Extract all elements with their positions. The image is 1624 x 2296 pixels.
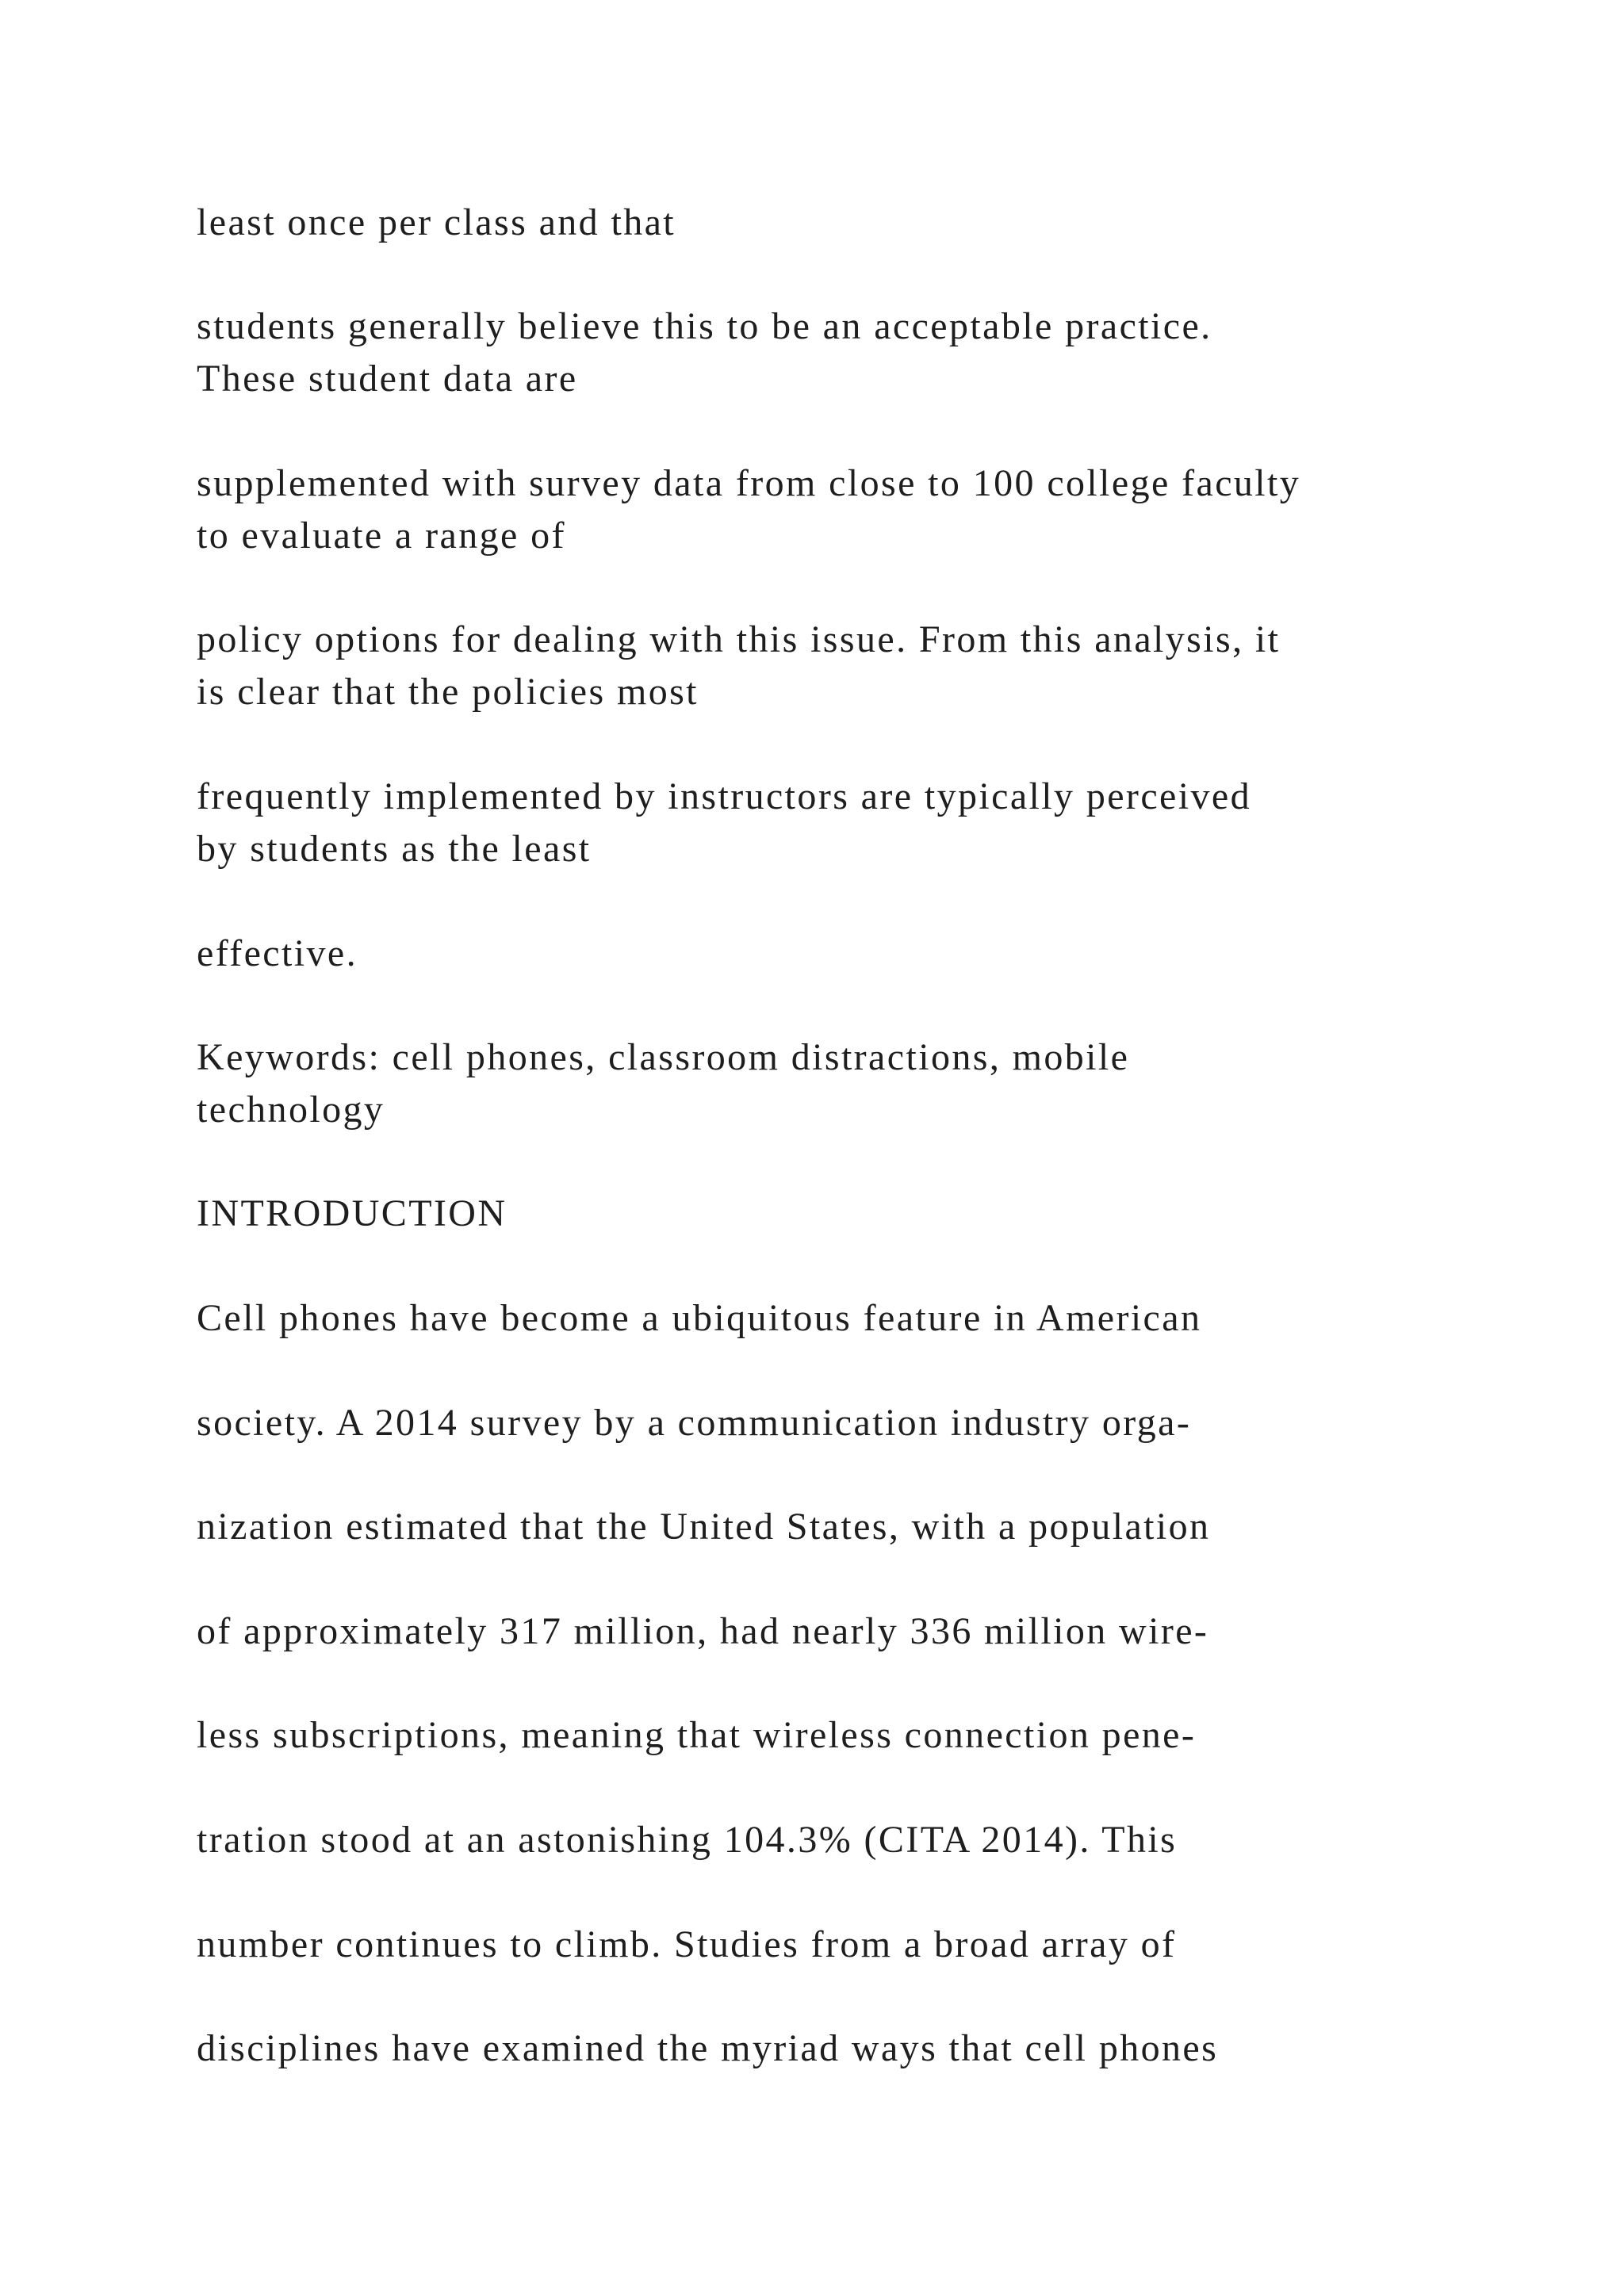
body-line: of approximately 317 million, had nearly 336 million wire- (197, 1610, 1209, 1652)
body-line: number continues to climb. Studies from a broad array of (197, 1923, 1177, 1965)
abstract-line: effective. (197, 932, 358, 974)
section-heading: INTRODUCTION (197, 1192, 508, 1234)
abstract-line: supplemented with survey data from close to 100 college faculty (197, 462, 1301, 504)
keywords-line: technology (197, 1089, 385, 1131)
body-line: disciplines have examined the myriad ways that cell phones (197, 2027, 1219, 2069)
body-line: Cell phones have become a ubiquitous feature in American (197, 1297, 1202, 1339)
keywords-line: Keywords: cell phones, classroom distractions, mobile (197, 1036, 1130, 1078)
body-line: tration stood at an astonishing 104.3% (CITA 2014). This (197, 1819, 1178, 1861)
abstract-line: is clear that the policies most (197, 671, 699, 713)
abstract-line: to evaluate a range of (197, 515, 566, 557)
abstract-line: by students as the least (197, 828, 592, 870)
abstract-line: least once per class and that (197, 201, 676, 243)
body-line: nization estimated that the United States, with a population (197, 1506, 1211, 1548)
abstract-line: frequently implemented by instructors are typically perceived (197, 775, 1251, 817)
body-line: society. A 2014 survey by a communication industry orga- (197, 1402, 1192, 1444)
abstract-line: These student data are (197, 358, 578, 400)
body-line: less subscriptions, meaning that wireless connection pene- (197, 1714, 1197, 1756)
abstract-line: policy options for dealing with this issue. From this analysis, it (197, 618, 1281, 660)
abstract-line: students generally believe this to be an acceptable practice. (197, 305, 1212, 347)
